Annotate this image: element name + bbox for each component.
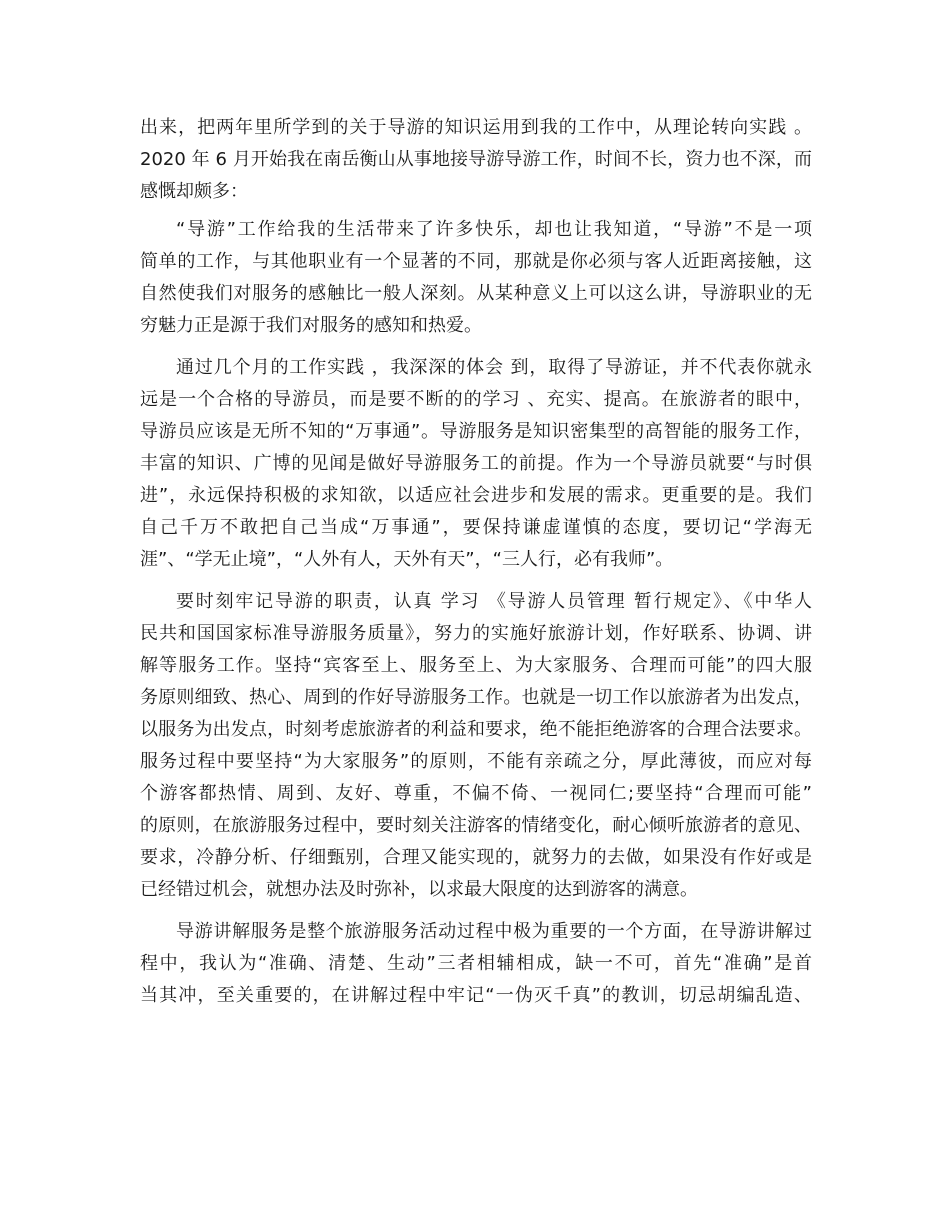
- text-line: 远是一个合格的导游员，而是要不断的的学习 、充实、提高。在旅游者的眼中，: [140, 389, 812, 410]
- body-text: [140, 112, 812, 1012]
- text-line: 出来，把两年里所学到的关于导游的知识运用到我的工作中，从理论转向实践 。: [140, 117, 812, 138]
- text-line: 导游讲解服务是整个旅游服务活动过程中极为重要的一个方面，在导游讲解过: [176, 921, 812, 942]
- text-line: “导游”工作给我的生活带来了许多快乐，却也让我知道，“导游”不是一项: [176, 219, 812, 240]
- paragraph-3: [140, 352, 812, 576]
- text-line: 简单的工作，与其他职业有一个显著的不同，那就是你必须与客人近距离接触，这: [140, 251, 812, 272]
- text-line: 当其冲，至关重要的，在讲解过程中牢记“一伪灭千真”的教训，切忌胡编乱造、: [140, 985, 812, 1006]
- text-line: 涯”、“学无止境”，“人外有人，天外有天”，“三人行，必有我师”。: [140, 549, 674, 570]
- paragraph-1: [140, 112, 812, 208]
- text-line: 导游员应该是无所不知的“万事通”。导游服务是知识密集型的高智能的服务工作，: [140, 421, 812, 442]
- text-line: 自己千万不敢把自己当成“万事通”，要保持谦虚谨慎的态度，要切记“学海无: [140, 517, 812, 538]
- text-line: 务原则细致、热心、周到的作好导游服务工作。也就是一切工作以旅游者为出发点，: [140, 687, 812, 708]
- text-line: 要时刻牢记导游的职责，认真 学习 《导游人员管理 暂行规定》、《中华人: [176, 591, 812, 612]
- text-line: 民共和国国家标准导游服务质量》，努力的实施好旅游计划，作好联系、协调、讲: [140, 623, 812, 644]
- paragraph-2: [140, 214, 812, 342]
- text-line: 个游客都热情、周到、友好、尊重，不偏不倚、一视同仁;要坚持“合理而可能”: [140, 783, 812, 804]
- text-line: 要求，冷静分析、仔细甄别，合理又能实现的，就努力的去做，如果没有作好或是: [140, 847, 812, 868]
- text-line: 服务过程中要坚持“为大家服务”的原则，不能有亲疏之分，厚此薄彼，而应对每: [140, 751, 812, 772]
- text-line: 感慨却颇多：: [140, 181, 248, 202]
- text-line: 自然使我们对服务的感触比一般人深刻。从某种意义上可以这么讲，导游职业的无: [140, 283, 812, 304]
- paragraph-4: [140, 586, 812, 906]
- text-line: 解等服务工作。坚持“宾客至上、服务至上、为大家服务、合理而可能”的四大服: [140, 655, 812, 676]
- text-line: 程中，我认为“准确、清楚、生动”三者相辅相成，缺一不可，首先“准确”是首: [140, 953, 812, 974]
- text-line: 丰富的知识、广博的见闻是做好导游服务工的前提。作为一个导游员就要“与时俱: [140, 453, 812, 474]
- text-line: 2020 年 6 月开始我在南岳衡山从事地接导游导游工作，时间不长，资力也不深，而: [140, 149, 812, 170]
- text-line: 以服务为出发点，时刻考虑旅游者的利益和要求，绝不能拒绝游客的合理合法要求。: [140, 719, 812, 740]
- text-line: 穷魅力正是源于我们对服务的感知和热爱。: [140, 315, 482, 336]
- text-line: 的原则，在旅游服务过程中，要时刻关注游客的情绪变化，耐心倾听旅游者的意见、: [140, 815, 812, 836]
- text-line: 进”，永远保持积极的求知欲，以适应社会进步和发展的需求。更重要的是。我们: [140, 485, 812, 506]
- paragraph-5: [140, 916, 812, 1012]
- text-line: 通过几个月的工作实践 ，我深深的体会 到，取得了导游证，并不代表你就永: [176, 357, 812, 378]
- text-line: 已经错过机会，就想办法及时弥补，以求最大限度的达到游客的满意。: [140, 879, 698, 900]
